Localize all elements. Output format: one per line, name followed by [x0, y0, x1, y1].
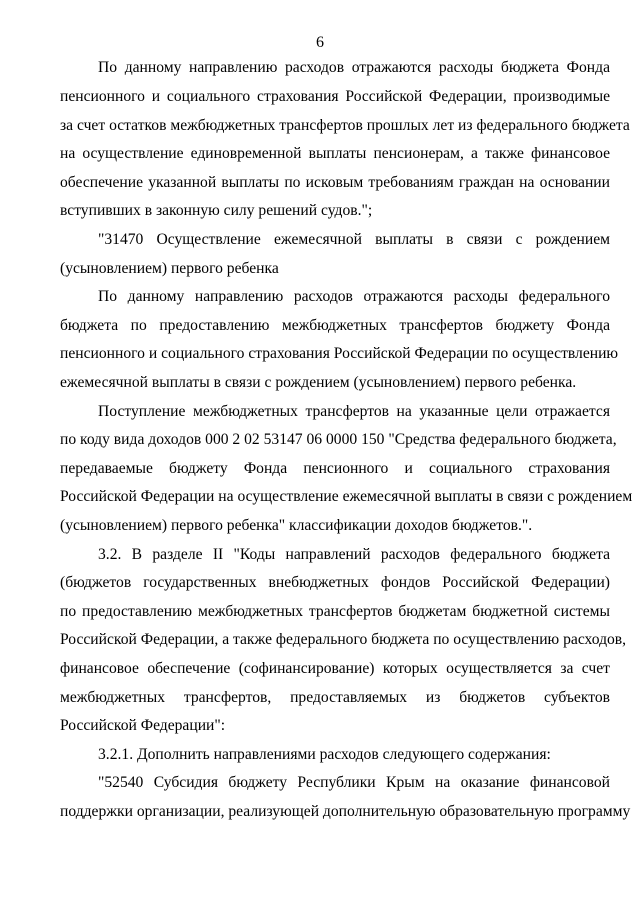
text-line: По данному направлению расходов отражаются расходы бюджета Фонда — [98, 59, 610, 76]
text-line: Российской Федерации": — [60, 717, 226, 734]
text-line: Поступление межбюджетных трансфертов на указанные цели отражается — [98, 403, 610, 420]
text-line: вступивших в законную силу решений судов."; — [60, 202, 373, 219]
text-line: поддержки организации, реализующей дополнительную образовательную программу — [60, 803, 631, 820]
text-line: по предоставлению межбюджетных трансфертов бюджетам бюджетной системы — [60, 603, 610, 620]
text-line: передаваемые бюджету Фонда пенсионного и социального страхования — [60, 460, 610, 477]
text-line: Российской Федерации на осуществление ежемесячной выплаты в связи с рождением — [60, 488, 633, 505]
text-line: По данному направлению расходов отражаются расходы федерального — [98, 288, 610, 305]
text-line: обеспечение указанной выплаты по исковым требованиям граждан на основании — [60, 174, 610, 191]
text-line: Российской Федерации, а также федерального бюджета по осуществлению расходов, — [60, 631, 627, 648]
text-line: 3.2.1. Дополнить направлениями расходов следующего содержания: — [98, 746, 551, 763]
text-line: пенсионного и социального страхования Российской Федерации по осуществлению — [60, 345, 619, 362]
text-line: на осуществление единовременной выплаты пенсионерам, а также финансовое — [60, 145, 610, 162]
text-line: "52540 Субсидия бюджету Республики Крым на оказание финансовой — [98, 774, 610, 791]
text-line: (усыновлением) первого ребенка" классификации доходов бюджетов.". — [60, 517, 533, 534]
text-line: (бюджетов государственных внебюджетных фондов Российской Федерации) — [60, 574, 610, 591]
text-line: за счет остатков межбюджетных трансфертов прошлых лет из федерального бюджета — [60, 117, 630, 134]
text-line: (усыновлением) первого ребенка — [60, 260, 279, 277]
text-line: "31470 Осуществление ежемесячной выплаты в связи с рождением — [98, 231, 610, 248]
page-number: 6 — [316, 34, 324, 51]
text-line: ежемесячной выплаты в связи с рождением (усыновлением) первого ребенка. — [60, 374, 577, 391]
text-line: межбюджетных трансфертов, предоставляемых из бюджетов субъектов — [60, 689, 610, 706]
text-line: по коду вида доходов 000 2 02 53147 06 0000 150 "Средства федерального бюджета, — [60, 431, 617, 448]
text-line: пенсионного и социального страхования Российской Федерации, производимые — [60, 88, 610, 105]
text-line: бюджета по предоставлению межбюджетных трансфертов бюджету Фонда — [60, 317, 610, 334]
text-line: 3.2. В разделе II "Коды направлений расходов федерального бюджета — [98, 546, 610, 563]
text-line: финансовое обеспечение (софинансирование) которых осуществляется за счет — [60, 660, 610, 677]
